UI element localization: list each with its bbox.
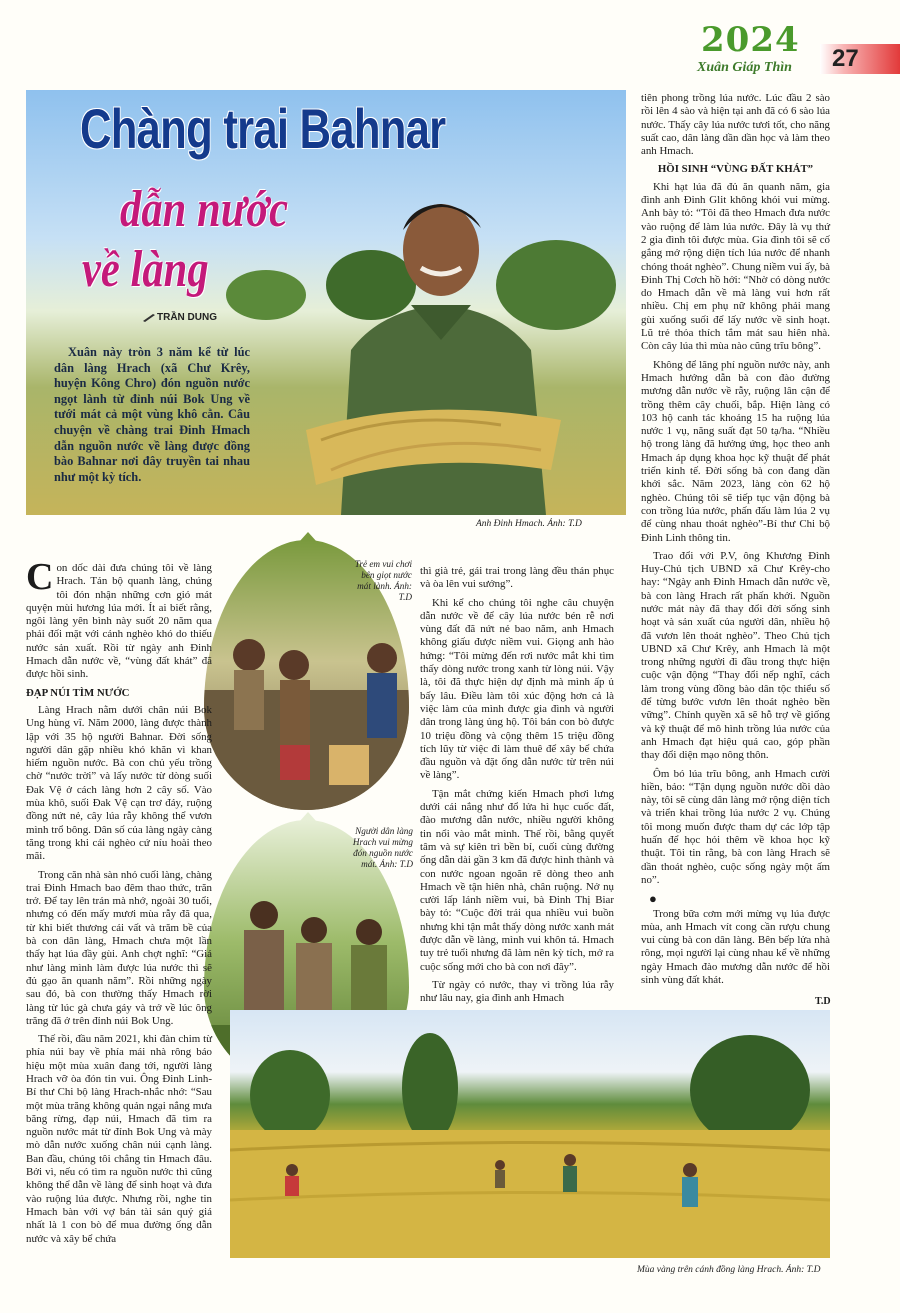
- lede-paragraph: Xuân này tròn 3 năm kể từ lúc dân làng Hrach (xã Chư Krêy, huyện Kông Chro) đón nguồn nước ngọt lành từ đỉnh núi Bok Ung về tưới mát cả một vùng khô cằn. Câu chuyện về chàng trai Đinh Hmach dẫn nguồn nước về làng được đồng bào Bahnar nơi đây truyền tai nhau như một kỳ tích.: [54, 345, 250, 484]
- hero-photo-caption: Anh Đinh Hmach. Ảnh: T.D: [476, 519, 582, 529]
- paragraph: Khi kể cho chúng tôi nghe câu chuyện dẫn nước về để cây lúa nước bén rễ nơi vùng đất đã nứt nẻ bao năm, anh Hmach không giấu được niềm vui. Giọng anh hào hứng: “Tôi mừng đến rơi nước mắt khi tìm thấy dòng nước trong xanh từ lòng núi. Vậy là, tôi đã thực hiện dự định mà mình ấp ủ bấy lâu. Điều làm tôi xúc động hơn cả là việc làm của mình được gia đình và người dân trong làng ủng hộ. Tôi bán con bò được 10 triệu đồng và cộng thêm 15 triệu đồng tích lũy từ việc đi làm thuê để xây bể chứa đầu nguồn và đặt ống dẫn nước từ trên núi về làng”.: [420, 596, 614, 782]
- paragraph-text: on dốc dài đưa chúng tôi về làng Hrach. Tản bộ quanh làng, chúng tôi đón nhận những cơn gió mát quyện mùi hương lúa mới. Ít ai biết rằng, ngôi làng yên bình này suốt 20 năm qua phải đối mặt với cảnh nghèo khó do thiếu nước sản xuất. Rồi từ ngày anh Đinh Hmach dẫn nước về, “vùng đất khát” đã được hồi sinh.: [26, 562, 212, 681]
- paragraph: Ôm bó lúa trĩu bông, anh Hmach cười hiền, bảo: “Tận dụng nguồn nước dồi dào này, tôi sẽ cùng dân làng mở rộng diện tích và triển khai trồng lúa nước 2 vụ. Chúng tôi mong muốn được tham dự các lớp tập huấn để học hỏi thêm về khoa học kỹ thuật. Tôi tin rằng, bà con làng Hrach sẽ dần thoát nghèo, cuộc sống ngày một ấm no”.: [641, 767, 830, 886]
- drop2-caption: Người dân làng Hrach vui mừng đón nguồn nước mát. Ảnh: T.D: [352, 826, 413, 869]
- article-column-3: [641, 92, 830, 992]
- drop1-caption: Trẻ em vui chơi bên giọt nước mát lành. Ảnh: T.D: [354, 559, 412, 602]
- article-column-2: [420, 565, 614, 1011]
- magazine-logo: [695, 20, 800, 80]
- headline-line-2: dẫn nước: [120, 181, 289, 238]
- paragraph: Trao đổi với P.V, ông Khương Đình Huy-Chủ tịch UBND xã Chư Krêy-cho hay: “Ngày anh Đinh Hmach dẫn nước về, bà con làng Hrach rất phấn khởi. Nguồn nước mát này đã thay đổi đời sống sinh hoạt và sản xuất của người dân, nhiều hộ đã vươn lên thoát nghèo”. Theo Chủ tịch UBND xã Chư Krêy, anh Hmach là một trong những người đi đầu trong thực hiện cuộc vận động “Thay đổi nếp nghĩ, cách làm trong vùng đồng bào dân tộc thiểu số để từng bước vươn lên thoát nghèo bền vững”. Chính quyền xã sẽ hỗ trợ về giống và kỹ thuật để mô hình trồng lúa nước của anh Hmach đạt hiệu quả cao, góp phần thay đổi diện mạo nông thôn.: [641, 549, 830, 762]
- section-heading: ĐẠP NÚI TÌM NƯỚC: [26, 686, 130, 699]
- paragraph: Khi hạt lúa đã đủ ăn quanh năm, gia đình anh Đinh Glit không khỏi vui mừng. Anh bày tỏ: “Tôi đã theo Hmach đưa nước vào ruộng để làm lúa nước. Đây là vụ thứ 2 gia đình tôi được mùa. Gia đình tôi sẽ cố gắng mở rộng diện tích lúa nước để nhanh chóng thoát nghèo”. Chung niềm vui ấy, bà Đinh Thị Cơch hồ hởi: “Nhờ có dòng nước do Hmach dẫn về mà làng vui hơn rất nhiều. Chị em phụ nữ không phải mang gùi xuống suối để lấy nước về sinh hoạt. Lũ trẻ thỏa thích tắm mát sau hiên nhà. Còn cây lúa thì mùa nào cũng trĩu bông”.: [641, 180, 830, 353]
- paragraph: [26, 556, 212, 682]
- author-signature: T.D: [815, 996, 831, 1007]
- paragraph: Tận mắt chứng kiến Hmach phơi lưng dưới cái nắng như đổ lửa hì hục cuốc đất, đào mương dẫn nước, nhiều người không tin nổi vào mắt mình. Thế rồi, bằng quyết tâm và sự kiên trì bền bỉ, cuối cùng đường ống dẫn dài gần 3 km đã được hình thành và con nước ngoan ngoãn rẽ dòng theo anh Hmach về tận hiên nhà, chân ruộng. Nở nụ cười lấp lánh niềm vui, bà Đinh Thị Biar bày tỏ: “Cuộc đời trải qua nhiều vui buồn nhưng khi tận mắt thấy dòng nước xanh mát được dẫn về làng, mình vui khôn tả. Hmach tuy trẻ tuổi nhưng đã làm nên kỳ tích, mở ra cuộc sống mới cho bà con nơi đây”.: [420, 787, 614, 973]
- headline-line-3: về làng: [82, 241, 209, 298]
- logo-subtitle: Xuân Giáp Thìn: [697, 60, 792, 75]
- farmer-figure: [301, 180, 571, 515]
- paragraph: Làng Hrach nằm dưới chân núi Bok Ung hùng vĩ. Năm 2000, làng được thành lập với 35 hộ người Bahnar. Đời sống người dân gặp nhiều khó khăn vì khan hiếm nguồn nước. Bà con chủ yếu trồng chờ “nước trời” và lấy nước từ dòng suối Đak Vệ ở cách làng hơn 2 cây số. Vào mùa khô, suối Đak Vệ cạn trơ đáy, ruộng đồng nứt nẻ, cây lúa rẫy không thể vươn mình trổ bông. Dân số của làng ngày càng tăng trong khi cái nghèo cứ níu hoài theo mãi.: [26, 703, 212, 863]
- drop-cap: C: [26, 556, 54, 598]
- paragraph: Trong bữa cơm mới mừng vụ lúa được mùa, anh Hmach vít cong cần rượu chung vui cùng bà con dân làng. Bên bếp lửa nhà rông, mọi người lại cùng nhau kể về những ngày Hmach đào mương dẫn nước để hồi sinh vùng đất khát.: [641, 907, 830, 986]
- paragraph: thì già trẻ, gái trai trong làng đều thán phục và òa lên vui sướng”.: [420, 565, 614, 591]
- article-column-1: [26, 556, 212, 1251]
- page-number: 27: [832, 45, 859, 72]
- end-bullet: ●: [649, 891, 657, 907]
- byline: TRẦN DUNG: [157, 312, 217, 323]
- field-photo-caption: Mùa vàng trên cánh đồng làng Hrach. Ảnh: T.D: [637, 1265, 821, 1275]
- logo-year: 2024: [701, 20, 800, 60]
- paragraph: Từ ngày có nước, thay vì trồng lúa rẫy như lâu nay, gia đình anh Hmach: [420, 978, 614, 1005]
- paragraph: Thế rồi, đầu năm 2021, khi đàn chim từ phía núi bay về phía mái nhà rông báo hiệu một mùa xuân đang tới, người làng Hrach vỡ òa đón tin vui. Ông Đinh Linh-Bí thư Chi bộ làng Hrach-nhắc nhớ: “Sau một mùa trăng không quản ngại nắng mưa băng rừng, đạp núi, Hmach đã tìm ra nguồn nước mát từ đỉnh Bok Ung và mày mò dẫn nước xuống chân núi cạnh làng. Ban đầu, chúng tôi chẳng tin Hmach đâu. Bởi vì, nếu có tìm ra nguồn nước thì cũng không thể dẫn về làng để sinh hoạt và đưa vào ruộng lúa được. Nhưng rồi, nghe tin Hmach bàn với vợ bán tài sản quý giá nhất là 1 con bò để mua đường ống dẫn nước và xây bể chứa: [26, 1033, 212, 1245]
- section-heading: HỒI SINH “VÙNG ĐẤT KHÁT”: [657, 163, 814, 176]
- paragraph: Không để lãng phí nguồn nước này, anh Hmach hướng dẫn bà con đào đường mương dẫn nước về rẫy, ruộng lân cận để trồng thêm cây chuối, bắp. Hiện làng có 103 hộ canh tác khoảng 15 ha ruộng lúa nước 1 vụ, năng suất đạt 50 tạ/ha. “Nhiều hộ trong làng đã hưởng ứng, học theo anh Hmach áp dụng khoa học kỹ thuật để phát triển kinh tế. Đời sống bà con đang dần khởi sắc. Năm 2023, làng còn 62 hộ nghèo. Chúng tôi sẽ tiếp tục vận động bà con trồng lúa nước, phấn đấu làm lúa 2 vụ để cùng nhau thoát nghèo”-Bí thư Chi bộ Đinh Linh thông tin.: [641, 358, 830, 544]
- pen-icon: [143, 313, 155, 322]
- paragraph: Trong căn nhà sàn nhỏ cuối làng, chàng trai Đinh Hmach bao đêm thao thức, trăn trở. Để tay lên trán mà nhớ, ngoài 30 tuổi, nhưng có đến mấy mươi mùa rẫy đã qua, từ khi biết thương cái vất và trăm bề của bà con dân làng, Hmach chưa một lần thấy hạt lúa đầy gùi. Anh chợt nghĩ: “Giá như làng mình làm được lúa nước thì sẽ đủ gạo ăn quanh năm”. Rồi những ngày sau đó, bà con thường thấy Hmach rời làng từ lúc gà chưa gáy và trở về lúc ông trăng đã ở trên đỉnh núi Bok Ung.: [26, 868, 212, 1027]
- paragraph: tiên phong trồng lúa nước. Lúc đầu 2 sào rồi lên 4 sào và hiện tại anh đã có 6 sào lúa nước. Thấy cây lúa nước tươi tốt, cho năng suất cao, dân làng dần dần học và làm theo anh Hmach.: [641, 92, 830, 158]
- headline-line-1: Chàng trai Bahnar: [80, 97, 446, 160]
- rice-field-photo: [230, 1010, 830, 1258]
